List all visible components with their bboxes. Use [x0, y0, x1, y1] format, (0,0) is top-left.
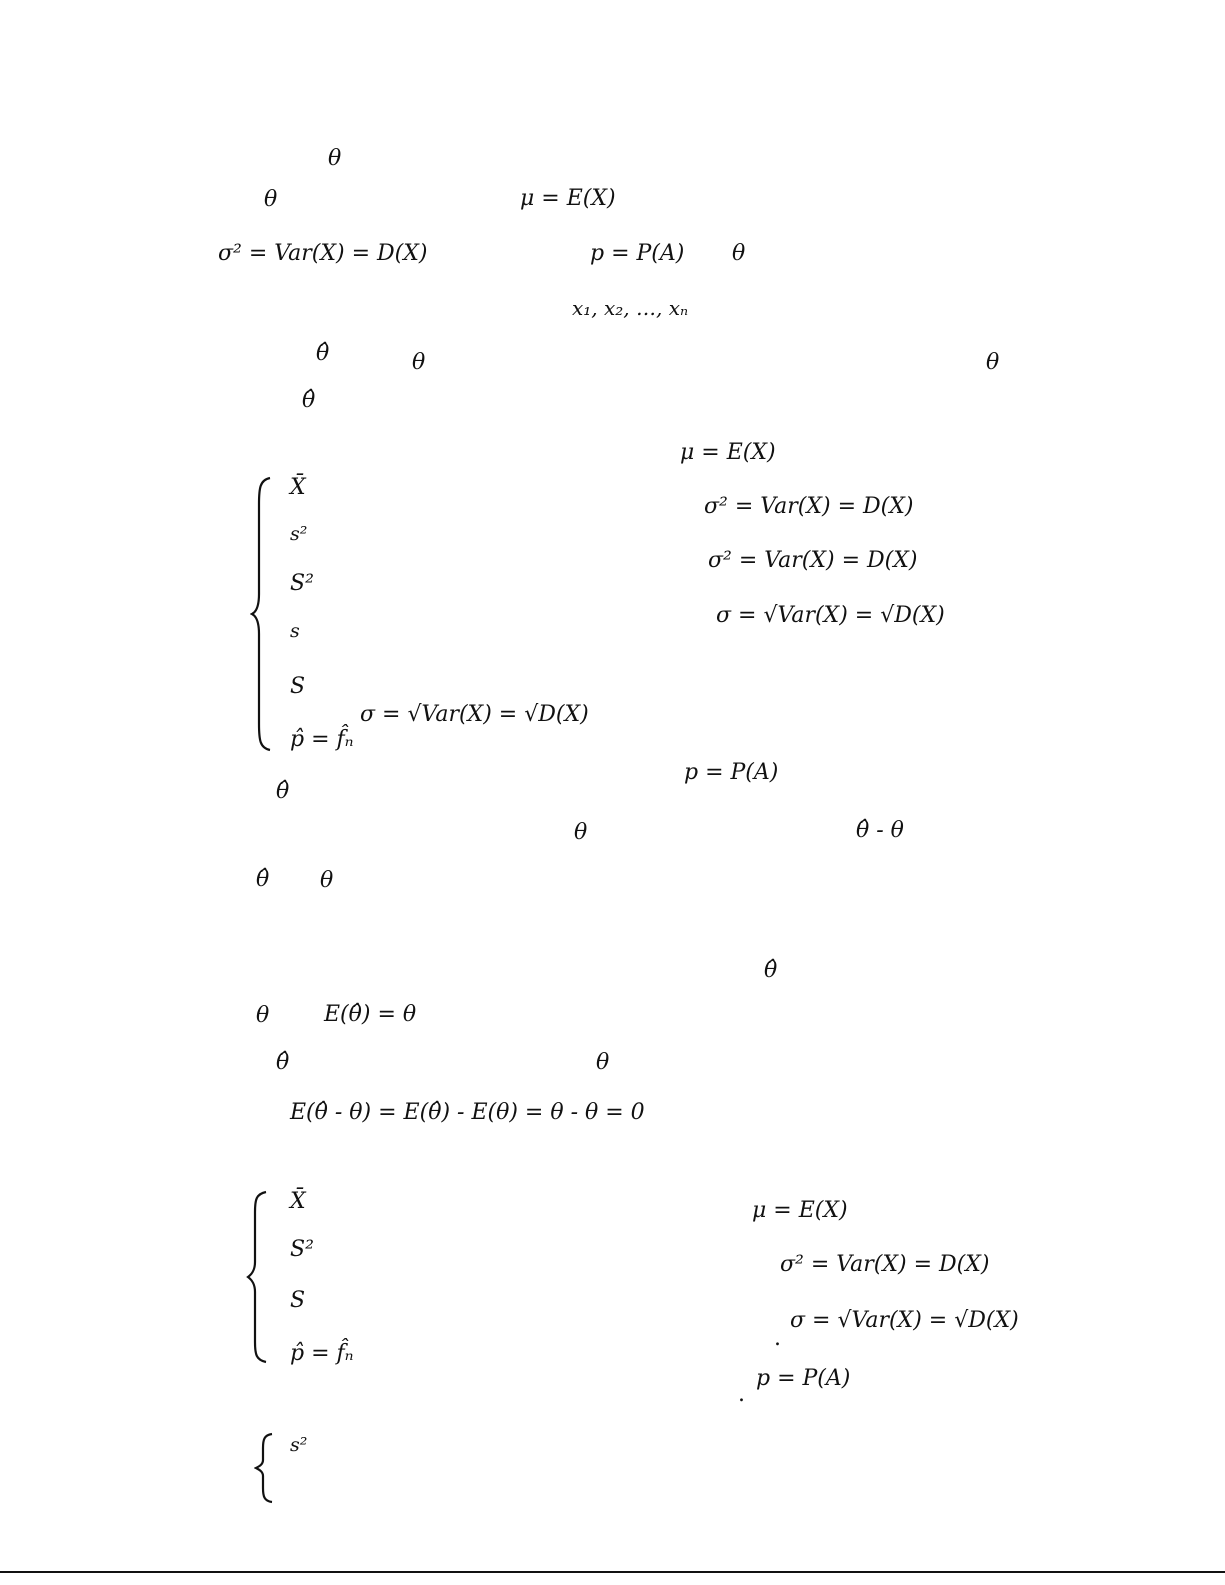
left-brace	[250, 476, 274, 752]
formula-unbiased-derivation: E(θ̂ - θ) = E(θ̂) - E(θ) = θ - θ = 0	[290, 1100, 645, 1125]
estimator-S: S	[290, 1288, 306, 1313]
estimator-p-hat: p̂ = f̂ₙ	[290, 727, 354, 752]
symbol-theta: θ	[256, 1003, 270, 1028]
estimator-s2: s²	[290, 1434, 308, 1456]
estimator-s: s	[290, 620, 300, 642]
formula-sigma-def: σ = √Var(X) = √D(X)	[716, 603, 945, 628]
formula-p-def: p = P(A)	[684, 760, 779, 785]
symbol-theta: θ	[264, 187, 278, 212]
formula-sample: x₁, x₂, …, xₙ	[572, 296, 689, 320]
formula-sigma2-def: σ² = Var(X) = D(X)	[218, 241, 428, 266]
symbol-theta: θ	[328, 146, 342, 171]
symbol-theta: θ	[732, 241, 746, 266]
page-bottom-rule	[0, 1571, 1225, 1573]
formula-sigma2-def: σ² = Var(X) = D(X)	[708, 548, 918, 573]
symbol-theta: θ	[412, 350, 426, 375]
symbol-theta: θ	[596, 1050, 610, 1075]
symbol-theta: θ	[320, 868, 334, 893]
estimator-xbar: X̄	[290, 1189, 306, 1214]
estimator-s2: s²	[290, 523, 308, 545]
estimator-xbar: X̄	[290, 475, 306, 500]
formula-mu-def: μ = E(X)	[752, 1198, 848, 1223]
estimator-S: S	[290, 674, 306, 699]
formula-p-def: p = P(A)	[756, 1366, 851, 1391]
formula-mu-def: μ = E(X)	[520, 186, 616, 211]
formula-sigma2-def: σ² = Var(X) = D(X)	[704, 494, 914, 519]
symbol-theta-hat: θ̂	[276, 1050, 290, 1075]
formula-sigma2-def: σ² = Var(X) = D(X)	[780, 1252, 990, 1277]
estimator-S2: S²	[290, 571, 314, 596]
left-brace	[246, 1190, 270, 1364]
symbol-theta-hat: θ̂	[302, 388, 316, 413]
formula-estimation-error: θ̂ - θ	[856, 818, 904, 843]
symbol-theta-hat: θ̂	[764, 958, 778, 983]
estimator-p-hat: p̂ = f̂ₙ	[290, 1341, 354, 1366]
left-brace	[254, 1432, 276, 1504]
formula-mu-def: μ = E(X)	[680, 440, 776, 465]
formula-sigma-def: σ = √Var(X) = √D(X)	[360, 702, 589, 727]
symbol-theta: θ	[986, 350, 1000, 375]
symbol-theta-hat: θ̂	[316, 341, 330, 366]
formula-p-def: p = P(A)	[590, 241, 685, 266]
formula-sigma-def: σ = √Var(X) = √D(X)	[790, 1308, 1019, 1333]
symbol-theta-hat: θ̂	[276, 779, 290, 804]
symbol-theta-hat: θ̂	[256, 867, 270, 892]
symbol-theta: θ	[574, 820, 588, 845]
estimator-S2: S²	[290, 1237, 314, 1262]
formula-expectation: E(θ̂) = θ	[324, 1002, 417, 1027]
period-mark: .	[774, 1326, 781, 1351]
period-mark: .	[738, 1382, 745, 1407]
